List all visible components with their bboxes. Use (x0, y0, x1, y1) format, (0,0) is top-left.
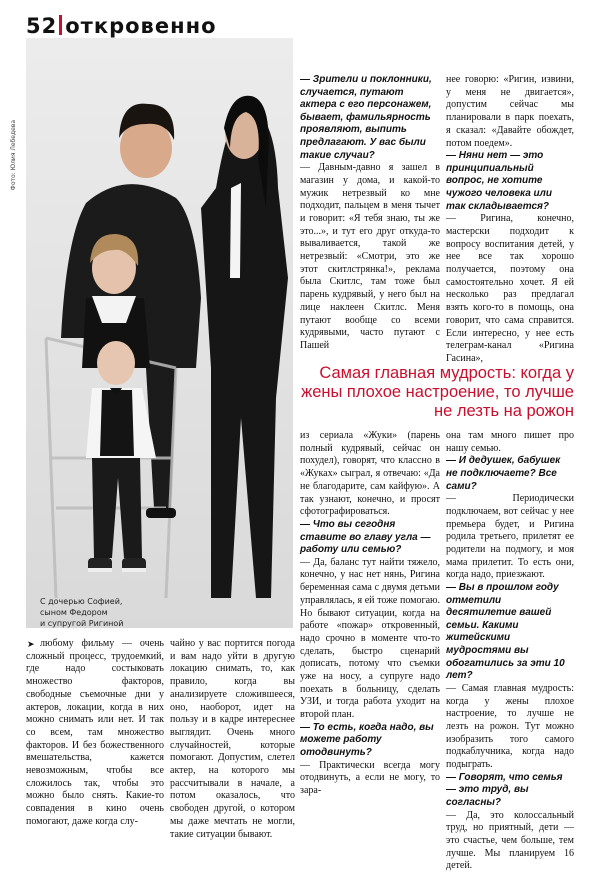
interview-answer: она там много пишет про нашу семью. (446, 430, 574, 454)
text-column-1: любому фильму — очень сложный процесс, трудоемкий, где надо состыковать множество факторов, свободные съемочные дни у актеров, локации, когда в них можно снимать или нет. И так со всем, там множество факторов. И без божественного вмешательства, кажется невозможным, чтобы все сложилось так, чтобы это можно было снять. Какие-то совпадения в кино очень помогают, даже когда слу- (26, 638, 164, 827)
interview-answer: из сериала «Жуки» (парень полный кудрявый, сейчас он похудел), говорят, что классно в «Жуках» сыграл, я отвечаю: «Да не благодарите, сам кайфую». А так узнают, конечно, и просят сфотографироваться. (300, 430, 440, 518)
interview-answer: — Самая главная мудрость: когда у жены плохое настроение, то лучше не лезть на рожон. Тут можно изобразить того самого подкаблучника, когда надо подыграть. (446, 682, 574, 771)
interview-column-3-bottom (300, 430, 440, 798)
interview-answer: нее говорю: «Ригин, извини, у меня не двигается», допустим сейчас мы планировали в парк поехать, я сказал: «Давайте обождет, потом поедем». (446, 74, 574, 149)
text-column-2: чайно у вас портится погода и вам надо уйти в другую локацию снимать, то, как правило, когда вы анализируете сложившееся, оно, наоборот, идет на пользу и в кадре интереснее выглядит. Очень много случайностей, которые помогают. Допустим, слетел актер, на которого мы рассчитывали в начале, а потом оказалось, что свободен другой, о котором мы даже мечтать не могли, такие ситуации бывают. (170, 638, 295, 840)
photo-credit: Фото: Юлия Лебедева (10, 120, 17, 191)
interview-answer: — Да, это колоссальный труд, но приятный, дети — это счастье, чем больше, тем лучше. Мы планируем 16 детей. (446, 809, 574, 872)
interview-question: — Что вы сегодня ставите во главу угла — работу или семью? (300, 518, 431, 556)
interview-column-3-top (300, 74, 440, 353)
interview-question: — Няни нет — это принципиальный вопрос, не хотите чужого человека или так складывается? (446, 150, 552, 212)
pull-quote: Самая главная мудрость: когда у жены плохое настроение, то лучше не лезть на рожон (301, 364, 574, 420)
interview-question: — И дедушек, бабушек не подключаете? Все сами? (446, 455, 561, 492)
caption-line: и супругой Ригиной (40, 619, 124, 628)
interview-answer: — Ригина, конечно, мастерски подходит к вопросу воспитания детей, у нее все так хорошо получается, поэтому она самостоятельно хочет. Я ей несколько раз предлагал взять кого-то в помощь, она говорит, что сама справится. Если интересно, у нее есть телеграм-канал «Ригина Гасина», (446, 213, 574, 364)
interview-question: — Зрители и поклонники, случается, путают актера с его персонажем, бывает, фамильярность проявляют, выпить предлагают. У вас были такие случаи? (300, 74, 432, 161)
page-number: 52 (26, 14, 58, 38)
interview-answer: — Да, баланс тут найти тяжело, конечно, у нас нет нянь, Ригина беременная сама с двумя детьми управлялась, я ей тоже помогаю. Но бывают ситуации, когда на работе «пожар» откровенный, надо срочно в моменте что-то сделать, быстро сценарий дописать, потому что съемки уже на носу, а супруге надо поехать в больницу, сделать УЗИ, и тогда работа уходит на второй план. (300, 556, 440, 721)
interview-answer: — Давным-давно я зашел в магазин у дома, и какой-то мужик нетрезвый ко мне подходит, пальцем в меня тычет и говорит: «Я тебя знаю, ты же это...», и тут его друг откуда-то вываливается, такой же нетрезвый: «Смотри, это же этот скитлстрянка!», реклама была Скитлс, там тоже был парень кудрявый, у него был на лице наклеен Скитлс. Меня путают вообще со всеми кудрявыми, часто путают с Пашей (300, 162, 440, 351)
interview-answer: — Практически всегда могу отодвинуть, а если не могу, то зара- (300, 759, 440, 797)
caption-line: С дочерью Софией, (40, 597, 123, 606)
caption-line: сыном Федором (40, 608, 108, 617)
family-photo (26, 38, 293, 628)
interview-question: — То есть, когда надо, вы можете работу отодвинуть? (300, 721, 434, 759)
interview-column-4-bottom (446, 430, 574, 873)
page-header (26, 14, 217, 38)
photo-caption (40, 596, 124, 629)
family-photo-illustration (26, 38, 293, 628)
header-divider (59, 15, 62, 35)
section-title: откровенно (65, 14, 217, 38)
interview-answer: — Периодически подключаем, вот сейчас у нее премьера будет, и Ригина родила третьего, прилетят ее родители на подмогу, и моя мама прилетит. То есть они, когда надо, приезжают. (446, 493, 574, 581)
continuation-arrow-icon: ➤ (27, 640, 35, 650)
interview-question: — Говорят, что семья — это труд, вы согласны? (446, 771, 563, 808)
interview-column-4-top (446, 74, 574, 366)
interview-question: — Вы в прошлом году отметили десятилетие вашей семьи. Какими житейскими мудростями вы обогатились за эти 10 лет? (446, 582, 565, 682)
